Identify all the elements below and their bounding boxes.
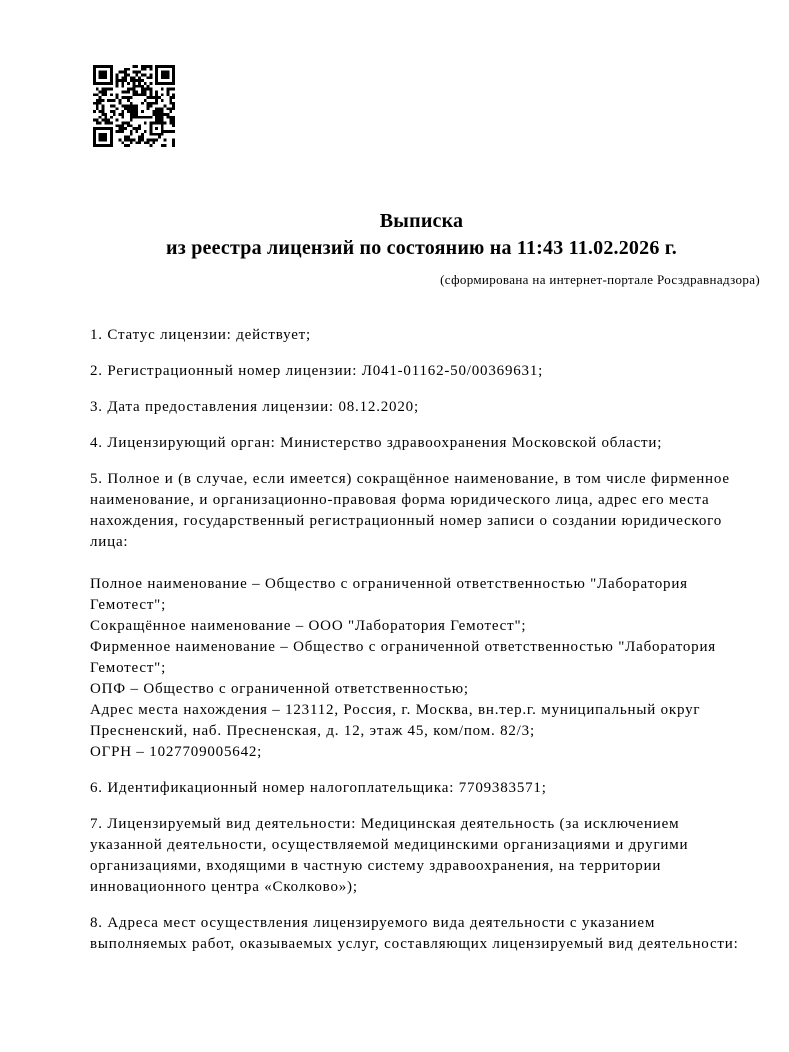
document-subtitle: (сформирована на интернет-портале Росздравнадзора) (440, 272, 760, 287)
paragraph-licensing-authority: 4. Лицензирующий орган: Министерство здравоохранения Московской области; (90, 435, 663, 451)
document-body (90, 325, 740, 970)
qr-code-icon (93, 65, 175, 147)
paragraph-registration-number: 2. Регистрационный номер лицензии: Л041-01162-50/00369631; (90, 363, 544, 379)
entity-full-name: Полное наименование – Общество с ограниченной ответственностью "Лаборатория Гемотест"; (90, 576, 688, 613)
entity-details-block (90, 568, 740, 763)
entity-brand-name: Фирменное наименование – Общество с ограниченной ответственностью "Лаборатория Гемотест"; (90, 639, 716, 676)
paragraph-inn: 6. Идентификационный номер налогоплательщика: 7709383571; (90, 780, 547, 796)
document-title (90, 208, 753, 262)
entity-ogrn: ОГРН – 1027709005642; (90, 744, 263, 760)
paragraph-licensed-activity: 7. Лицензируемый вид деятельности: Медицинская деятельность (за исключением указанной деятельности, осуществляемой медицинскими организациями и другими организациями, входящими в частную систему здравоохранения, на территории инновационного центра «Сколково»); (90, 816, 689, 895)
paragraph-grant-date: 3. Дата предоставления лицензии: 08.12.2020; (90, 399, 419, 415)
title-line-2: из реестра лицензий по состоянию на 11:43 11.02.2026 г. (166, 237, 677, 259)
entity-legal-form: ОПФ – Общество с ограниченной ответственностью; (90, 681, 469, 697)
paragraph-activity-addresses-intro: 8. Адреса мест осуществления лицензируемого вида деятельности с указанием выполняемых работ, оказываемых услуг, составляющих лицензируемый вид деятельности: (90, 915, 739, 952)
title-line-1: Выписка (379, 210, 464, 232)
entity-address: Адрес места нахождения – 123112, Россия, г. Москва, вн.тер.г. муниципальный округ Пресненский, наб. Пресненская, д. 12, этаж 45, ком/пом. 82/3; (90, 702, 701, 739)
paragraph-license-status: 1. Статус лицензии: действует; (90, 327, 311, 343)
entity-short-name: Сокращённое наименование – ООО "Лаборатория Гемотест"; (90, 618, 527, 634)
paragraph-entity-names-intro: 5. Полное и (в случае, если имеется) сокращённое наименование, в том числе фирменное наименование, и организационно-правовая форма юридического лица, адрес его места нахождения, государственный регистрационный номер записи о создании юридического лица: (90, 471, 730, 550)
